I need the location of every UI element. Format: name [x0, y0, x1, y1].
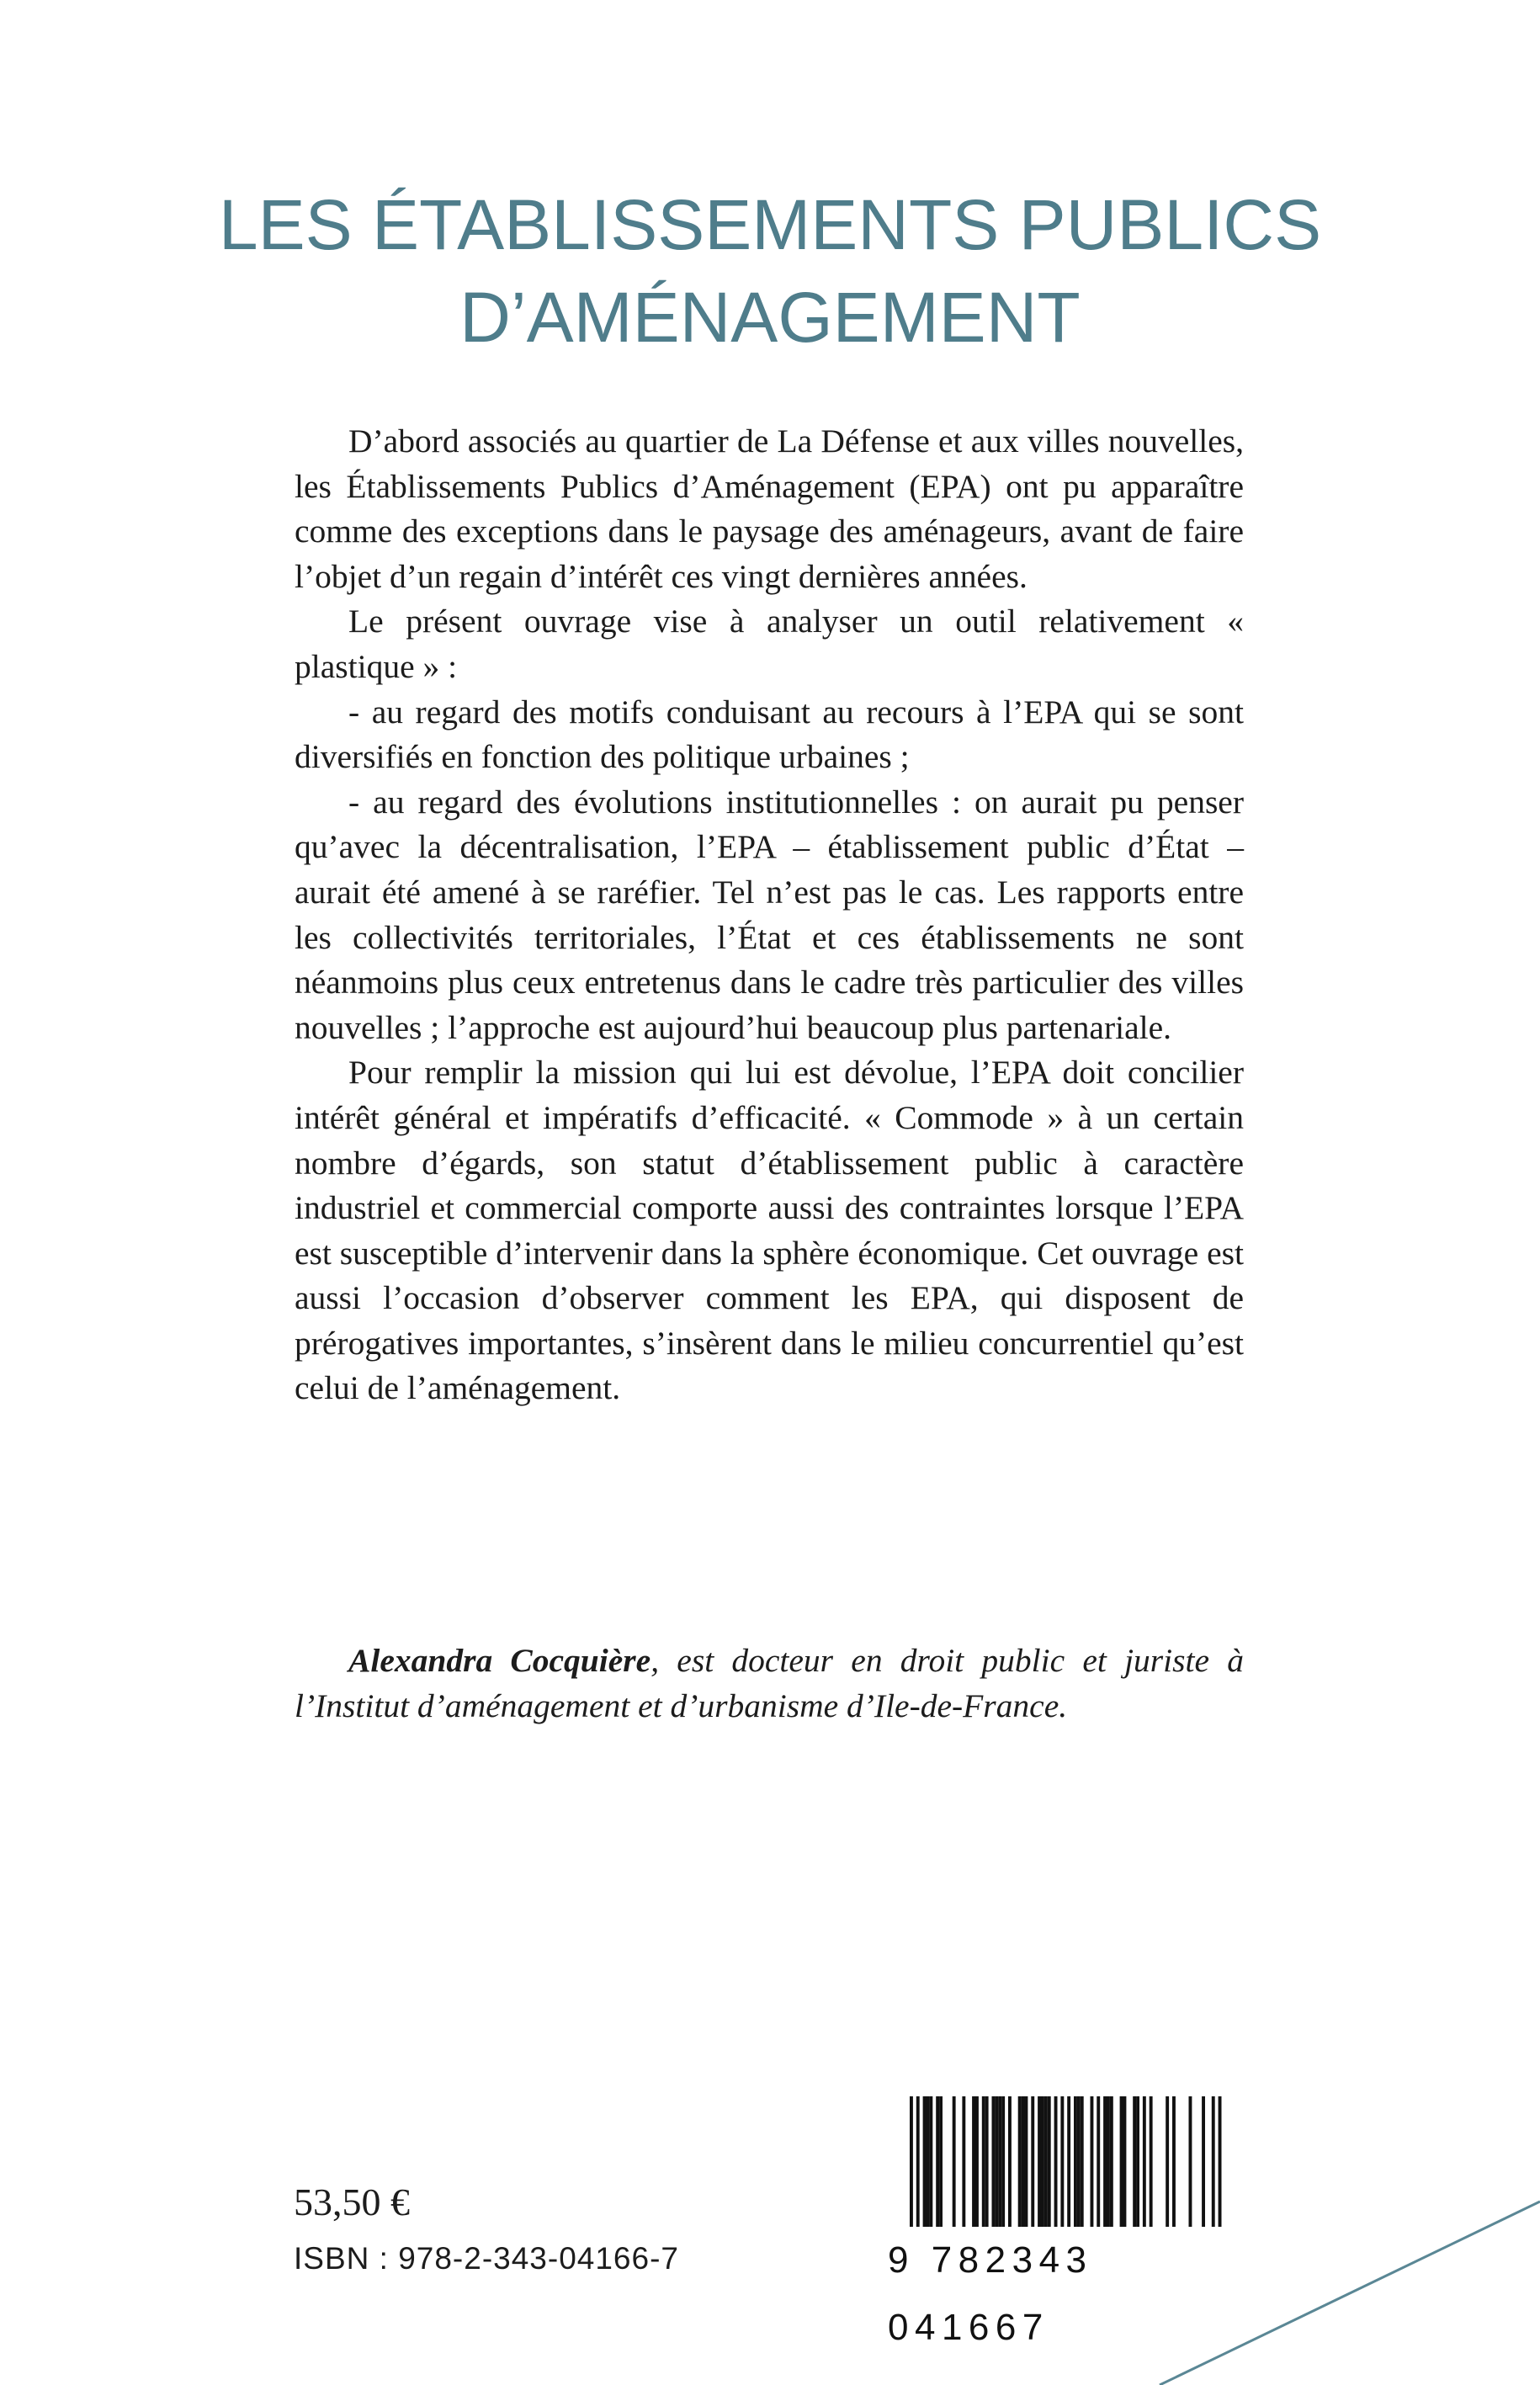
isbn: ISBN : 978-2-343-04166-7: [294, 2241, 679, 2276]
barcode-digits: 9 782343 041667: [888, 2227, 1241, 2361]
corner-accent-line: [1160, 2202, 1540, 2385]
summary-paragraph: Pour remplir la mission qui lui est dévolue, l’EPA doit concilier intérêt général et impératifs d’efficacité. « Commode » à un certain nombre d’égards, son statut d’établissement public à caractère industriel et commercial comporte aussi des contraintes lorsque l’EPA est susceptible d’intervenir dans la sphère économique. Cet ouvrage est aussi l’occasion d’observer comment les EPA, qui disposent de prérogatives importantes, s’insèrent dans le milieu concurrentiel qu’est celui de l’aménagement.: [295, 1054, 1244, 1407]
author-name: Alexandra Cocquière: [348, 1642, 651, 1679]
price: 53,50 €: [294, 2180, 410, 2223]
summary-paragraph: - au regard des évolutions institutionnelles : on aurait pu penser qu’avec la décentralisation, l’EPA – établissement public d’État – aurait été amené à se raréfier. Tel n’est pas le cas. Les rapports entre les collectivités territoriales, l’État et ces établissements ne sont néanmoins plus ceux entretenus dans le cadre très particulier des villes nouvelles ; l’approche est aujourd’hui beaucoup plus partenariale.: [295, 783, 1244, 1046]
author-bio-text: , est docteur en droit public et juriste à l’Institut d’aménagement et d’urbanisme d’Ile-de-France.: [295, 1642, 1244, 1724]
summary-paragraph: D’abord associés au quartier de La Défense et aux villes nouvelles, les Établissements Publics d’Aménagement (EPA) ont pu apparaître comme des exceptions dans le paysage des aménageurs, avant de faire l’objet d’un regain d’intérêt ces vingt dernières années.: [295, 422, 1244, 595]
summary-paragraph: Le présent ouvrage vise à analyser un outil relativement « plastique » :: [295, 603, 1244, 685]
summary-paragraph: - au regard des motifs conduisant au recours à l’EPA qui se sont diversifiés en fonction des politique urbaines ;: [295, 693, 1244, 776]
book-title-line-1: LES ÉTABLISSEMENTS PUBLICS: [218, 185, 1322, 264]
book-title-line-2: D’AMÉNAGEMENT: [459, 278, 1081, 357]
